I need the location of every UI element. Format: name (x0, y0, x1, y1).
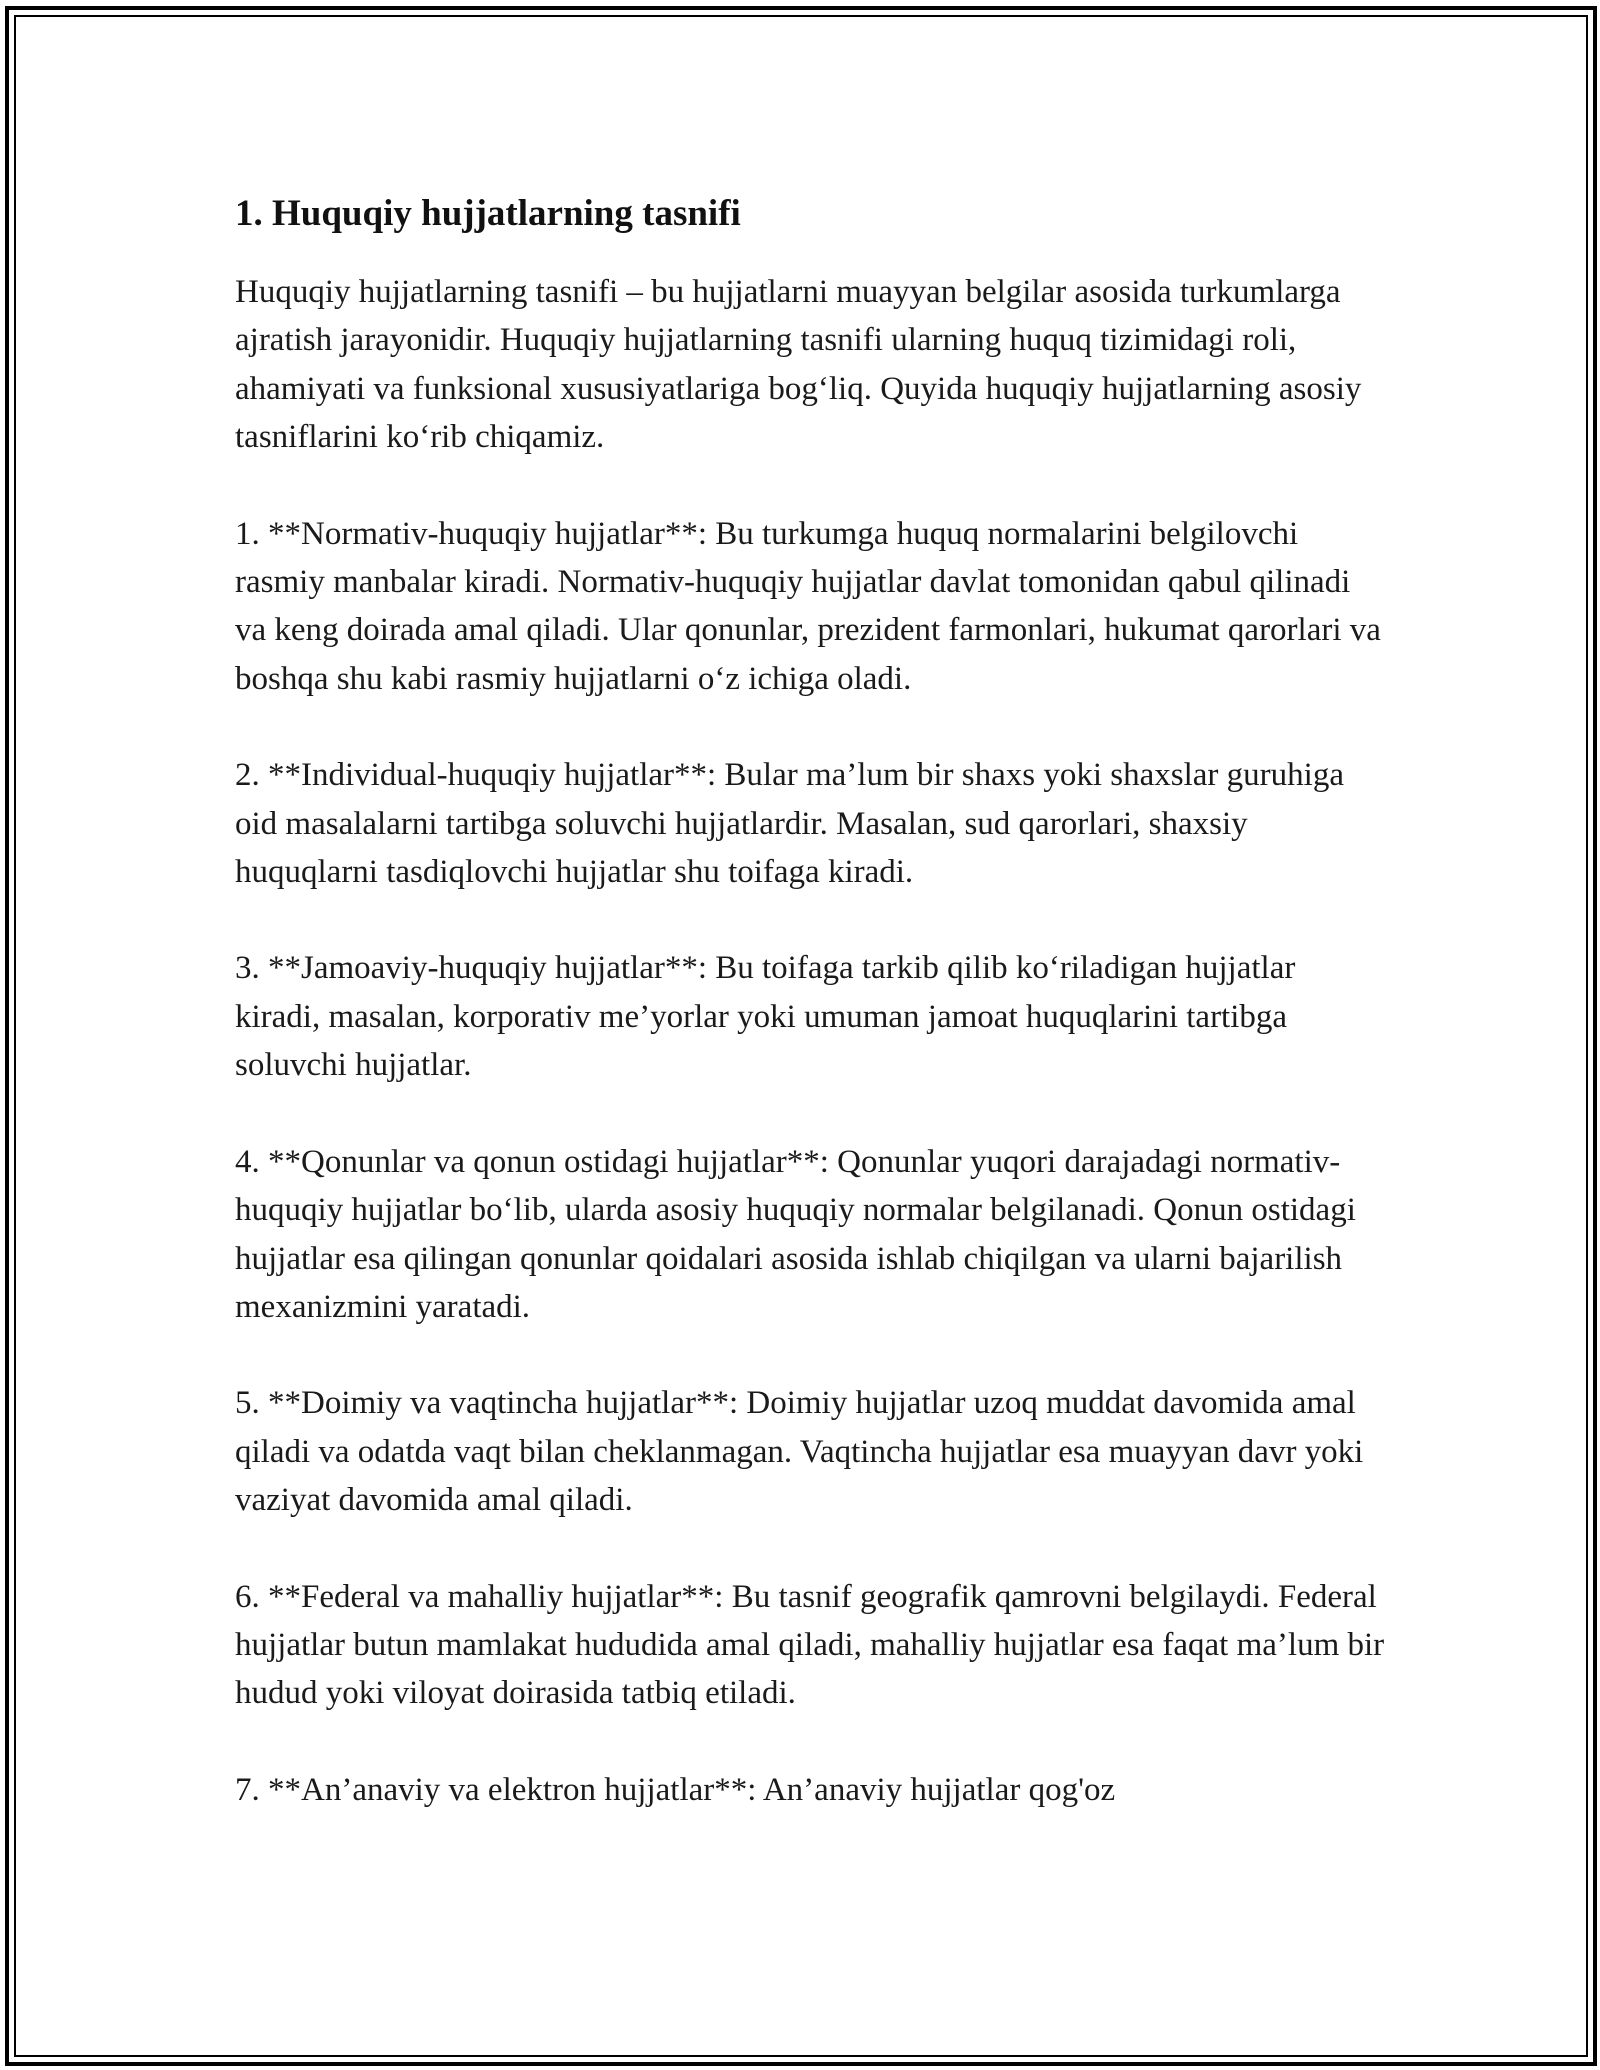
paragraph-normativ: 1. **Normativ-huquqiy hujjatlar**: Bu turkumga huquq normalarini belgilovchi rasmiy manbalar kiradi. Normativ-huquqiy hujjatlar davlat tomonidan qabul qilinadi va keng doirada amal qiladi. Ular qonunlar, prezident farmonlari, hukumat qarorlari va boshqa shu kabi rasmiy hujjatlarni o‘z ichiga oladi. (235, 515, 1381, 697)
paragraph-federal: 6. **Federal va mahalliy hujjatlar**: Bu tasnif geografik qamrovni belgilaydi. Federal hujjatlar butun mamlakat hududida amal qiladi, mahalliy hujjatlar esa faqat ma’lum bir hudud yoki viloyat doirasida tatbiq etiladi. (235, 1578, 1385, 1712)
paragraph-individual: 2. **Individual-huquqiy hujjatlar**: Bular ma’lum bir shaxs yoki shaxslar guruhiga oid masalalarni tartibga soluvchi hujjatlardir. Masalan, sud qarorlari, shaxsiy huquqlarni tasdiqlovchi hujjatlar shu toifaga kiradi. (235, 757, 1344, 891)
document-title: 1. Huquqiy hujjatlarning tasnifi (235, 193, 741, 234)
paragraph-qonunlar: 4. **Qonunlar va qonun ostidagi hujjatlar**: Qonunlar yuqori darajadagi normativ-huquqiy hujjatlar bo‘lib, ularda asosiy huquqiy normalar belgilanadi. Qonun ostidagi hujjatlar esa qilingan qonunlar qoidalari asosida ishlab chiqilgan va ularni bajarilish mexanizmini yaratadi. (235, 1143, 1356, 1325)
intro-paragraph: Huquqiy hujjatlarning tasnifi – bu hujjatlarni muayyan belgilar asosida turkumlarga ajratish jarayonidir. Huquqiy hujjatlarning tasnifi ularning huquq tizimidagi roli, ahamiyati va funksional xususiyatlariga bog‘liq. Quyida huquqiy hujjatlarning asosiy tasniflarini ko‘rib chiqamiz. (235, 274, 1362, 456)
paragraph-doimiy: 5. **Doimiy va vaqtincha hujjatlar**: Doimiy hujjatlar uzoq muddat davomida amal qiladi va odatda vaqt bilan cheklanmagan. Vaqtincha hujjatlar esa muayyan davr yoki vaziyat davomida amal qiladi. (235, 1385, 1364, 1519)
paragraph-ananaviy: 7. **An’anaviy va elektron hujjatlar**: An’anaviy hujjatlar qog'oz (235, 1771, 1116, 1808)
paragraph-jamoaviy: 3. **Jamoaviy-huquqiy hujjatlar**: Bu toifaga tarkib qilib ko‘riladigan hujjatlar kiradi, masalan, korporativ me’yorlar yoki umuman jamoat huquqlarini tartibga soluvchi hujjatlar. (235, 950, 1296, 1084)
document-body (235, 188, 1385, 1862)
